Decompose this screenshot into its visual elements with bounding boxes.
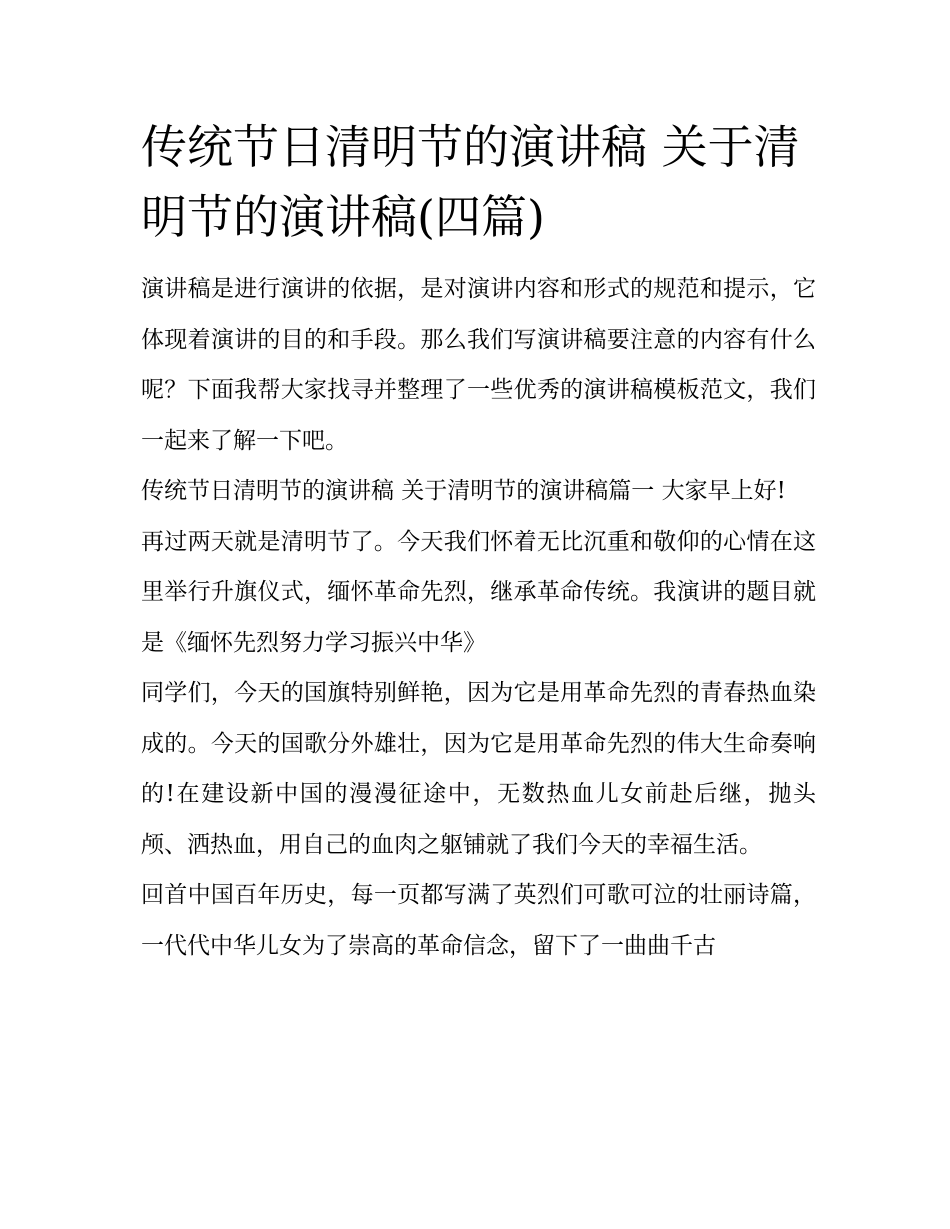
paragraph-history: 回首中国百年历史，每一页都写满了英烈们可歌可泣的壮丽诗篇，一代代中华儿女为了崇高的革命信念，留下了一曲曲千古 xyxy=(141,882,816,959)
document-title: 传统节日清明节的演讲稿 关于清明节的演讲稿(四篇) xyxy=(141,120,800,244)
paragraph-flag-anthem: 同学们，今天的国旗特别鲜艳，因为它是用革命先烈的青春热血染成的。今天的国歌分外雄壮，因为它是用革命先烈的伟大生命奏响的!在建设新中国的漫漫征途中，无数热血儿女前赴后继，抛头颅、洒热血，用自己的血肉之躯铺就了我们今天的幸福生活。 xyxy=(141,680,816,858)
document-body xyxy=(141,112,816,971)
paragraph-opening: 再过两天就是清明节了。今天我们怀着无比沉重和敬仰的心情在这里举行升旗仪式，缅怀革命先烈，继承革命传统。我演讲的题目就是《缅怀先烈努力学习振兴中华》 xyxy=(141,528,816,656)
paragraph-intro: 演讲稿是进行演讲的依据，是对演讲内容和形式的规范和提示，它体现着演讲的目的和手段。那么我们写演讲稿要注意的内容有什么呢？下面我帮大家找寻并整理了一些优秀的演讲稿模板范文，我们一起来了解一下吧。 xyxy=(141,276,816,454)
paragraph-greeting: 传统节日清明节的演讲稿 关于清明节的演讲稿篇一 大家早上好! xyxy=(141,478,786,504)
